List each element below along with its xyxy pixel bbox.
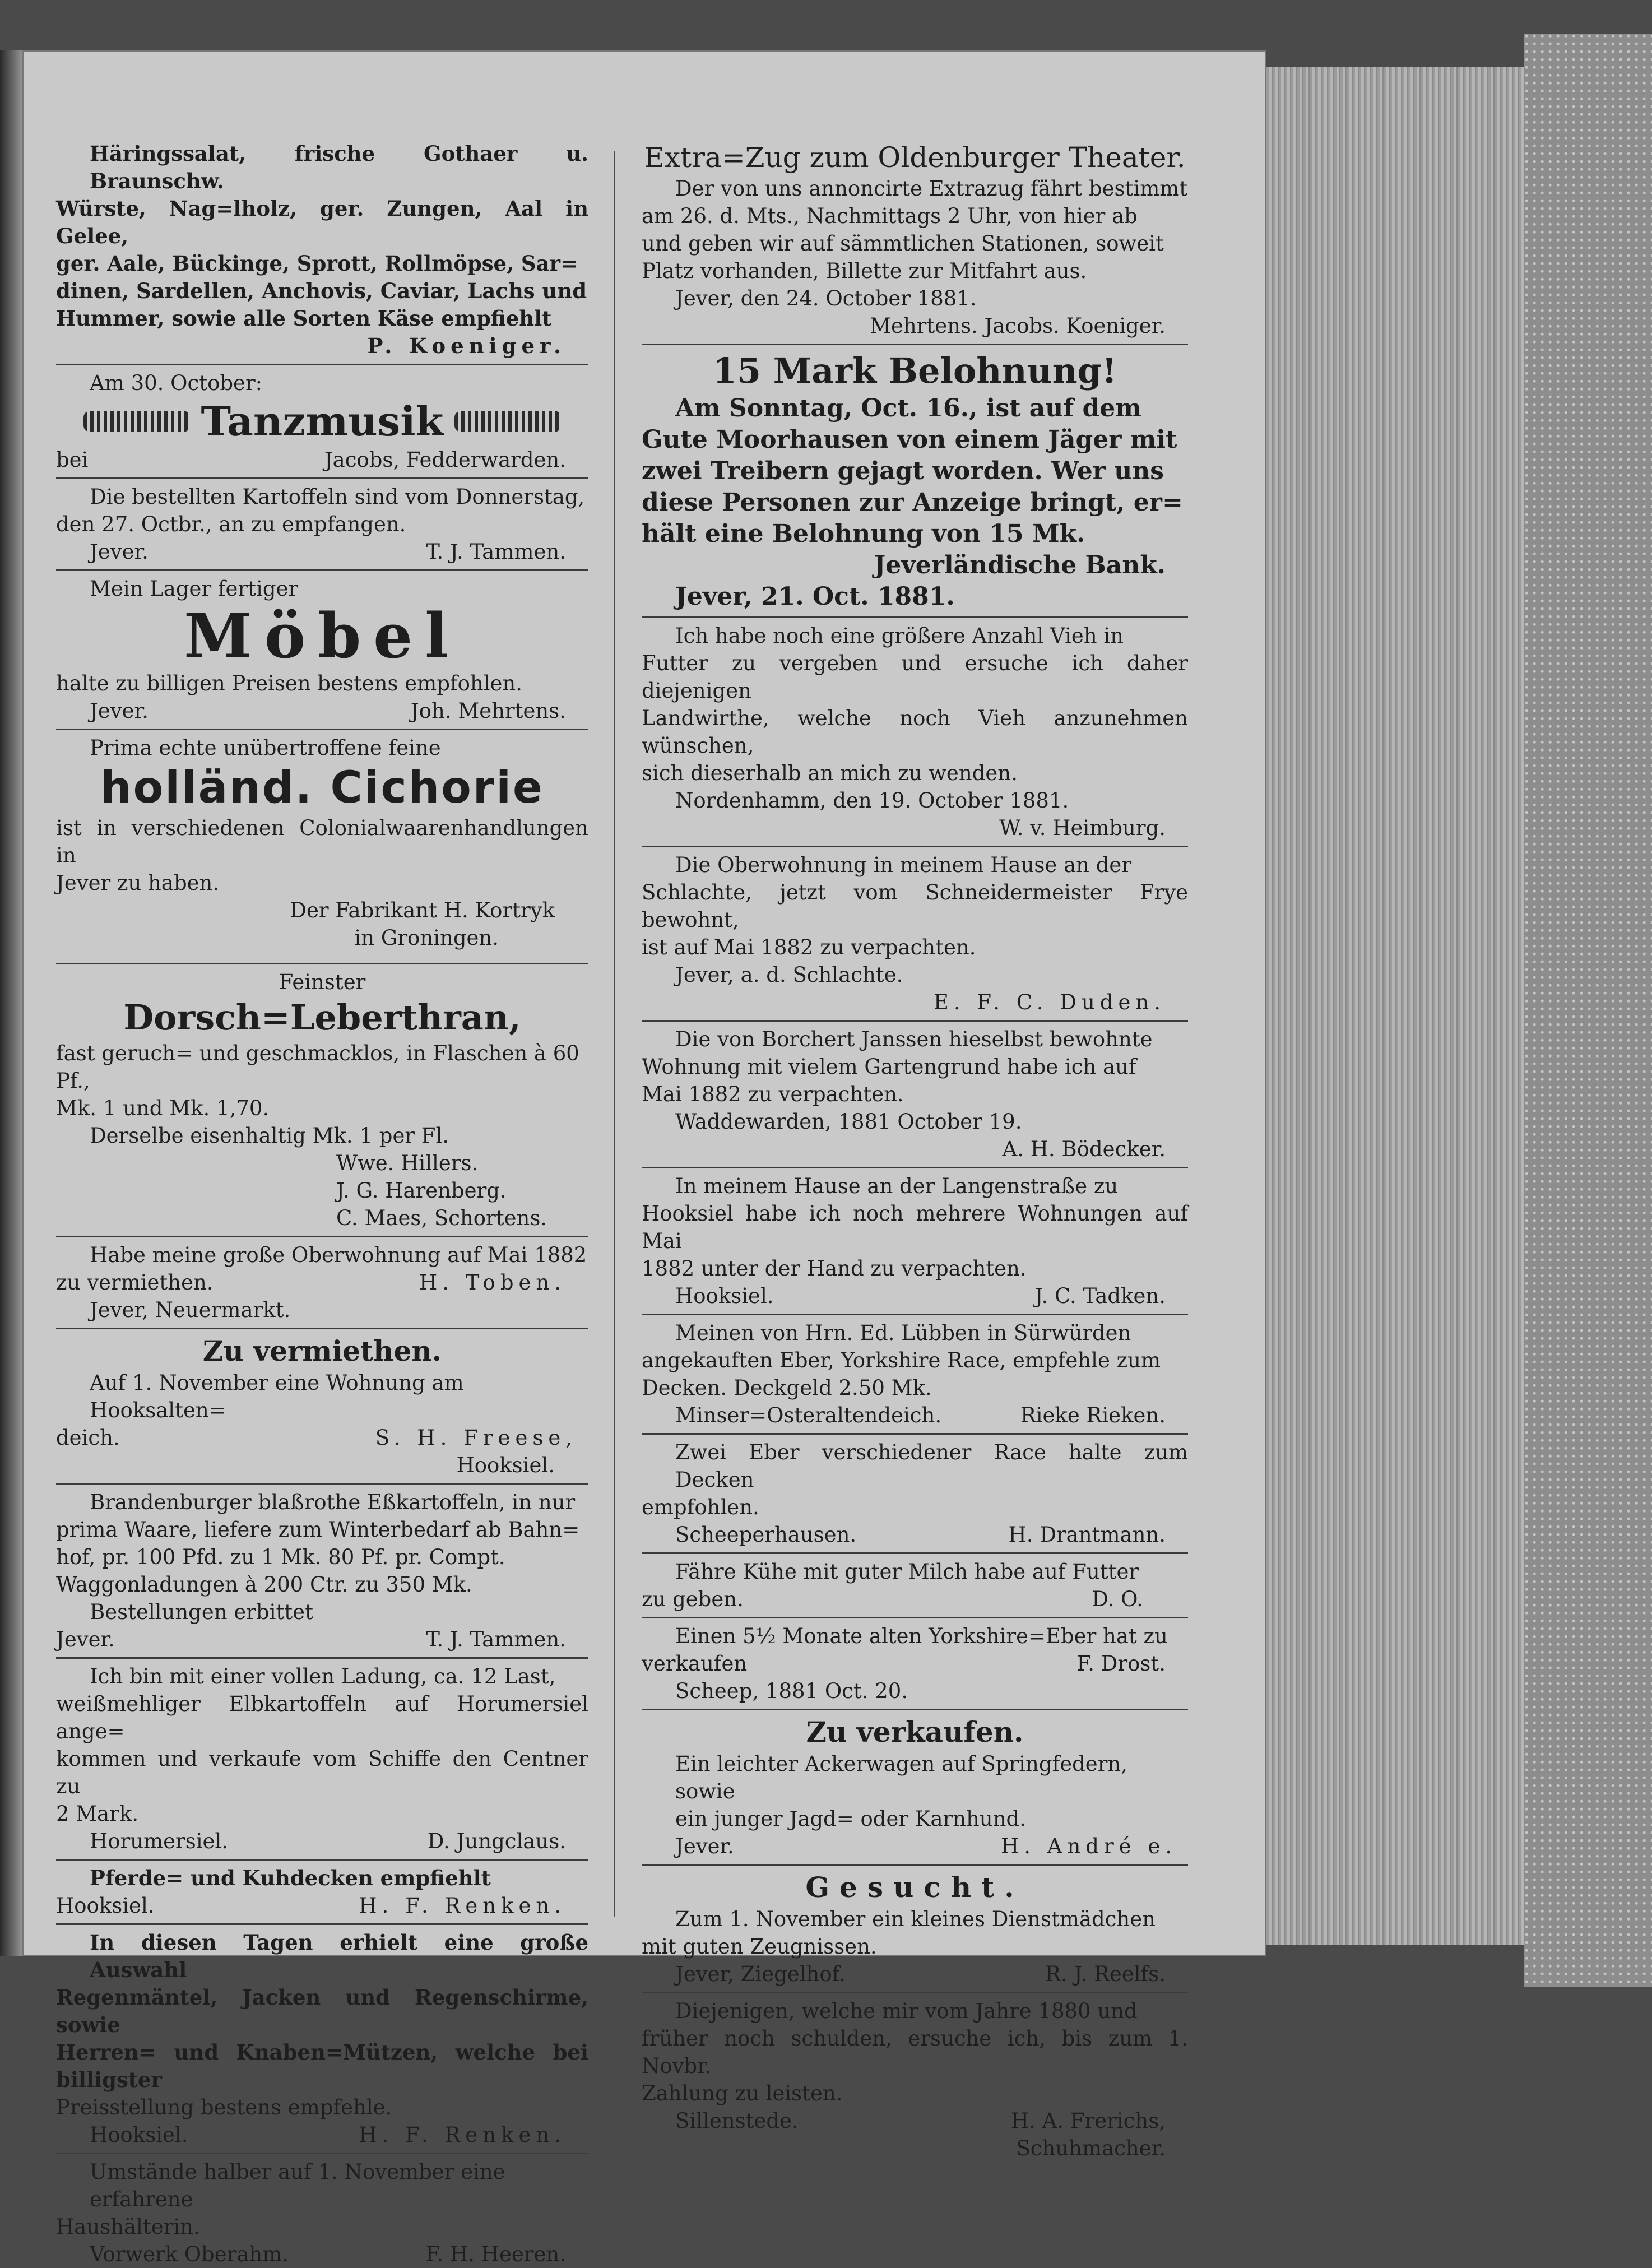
ad-text-line: zwei Treibern gejagt worden. Wer uns — [642, 457, 1164, 485]
ad-title: Zu verkaufen. — [806, 1715, 1024, 1748]
ad-text-line: am 26. d. Mts., Nachmittags 2 Uhr, von hier ab — [642, 204, 1138, 228]
ad-place: Sillenstede. — [675, 2109, 799, 2133]
ad-separator — [642, 616, 1188, 618]
ad-text-line: Mk. 1 und Mk. 1,70. — [56, 1096, 270, 1120]
ad-wohnung-boedecker — [642, 1026, 1188, 1163]
ad-signature: Jacobs, Fedderwarden. — [324, 448, 566, 472]
ad-place: Jever. — [90, 540, 149, 564]
ad-text-line: Habe meine große Oberwohnung auf Mai 1882 — [90, 1243, 587, 1267]
ad-separator — [56, 364, 588, 365]
ad-separator — [642, 1617, 1188, 1618]
ad-text-line: ist auf Mai 1882 zu verpachten. — [642, 935, 976, 959]
ad-place: Jever. — [56, 1627, 115, 1652]
ad-yorkshire-eber — [642, 1622, 1188, 1705]
ad-separator — [642, 1020, 1188, 1022]
left-column — [56, 140, 588, 2268]
ad-text-line: Zum 1. November ein kleines Dienstmädchen — [675, 1907, 1156, 1931]
ad-signature: H. Drantmann. — [1008, 1523, 1166, 1547]
ad-place: Minser=Osteraltendeich. — [675, 1403, 942, 1427]
ad-signature: J. G. Harenberg. — [336, 1179, 507, 1203]
ad-separator — [642, 1167, 1188, 1168]
ad-title: Dorsch=Leberthran, — [123, 997, 521, 1038]
ad-text-line: Hummer, sowie alle Sorten Käse empfiehlt — [56, 306, 552, 331]
ad-text-line: Ein leichter Ackerwagen auf Springfedern, sowie — [675, 1752, 1127, 1803]
ad-zu-verkaufen — [642, 1714, 1188, 1860]
ad-text: bei — [56, 448, 89, 472]
ad-text-line: Brandenburger blaßrothe Eßkartoffeln, in nur — [90, 1490, 576, 1514]
ad-text-line: kommen und verkaufe vom Schiffe den Centner zu — [56, 1747, 588, 1798]
ad-text-line: Wohnung mit vielem Gartengrund habe ich auf — [642, 1055, 1136, 1079]
ad-separator — [642, 1552, 1188, 1554]
ad-title: Gesucht. — [805, 1871, 1024, 1904]
ad-pre-line: Prima echte unübertroffene feine — [90, 736, 441, 760]
ad-pre-line: Feinster — [279, 970, 366, 994]
ad-text-line: Jever, Neuermarkt. — [90, 1298, 291, 1322]
ad-text-line: Platz vorhanden, Billette zur Mitfahrt aus. — [642, 259, 1087, 283]
ad-signature: P. Koeniger. — [367, 333, 566, 358]
ad-separator — [56, 1236, 588, 1237]
ad-pre-line: Mein Lager fertiger — [90, 577, 299, 601]
ad-signature: Mehrtens. Jacobs. Koeniger. — [870, 314, 1166, 338]
ad-text-line: Ich bin mit einer vollen Ladung, ca. 12 Last, — [90, 1664, 556, 1689]
ad-title: Zu vermiethen. — [202, 1334, 442, 1367]
ad-signature-title: Schuhmacher. — [1016, 2136, 1166, 2160]
ad-text-line: Der von uns annoncirte Extrazug fährt bestimmt — [675, 177, 1188, 201]
ad-text-line: den 27. Octbr., an zu empfangen. — [56, 512, 406, 536]
ad-oberwohnung-toben — [56, 1241, 588, 1324]
ad-signature: R. J. Reelfs. — [1045, 1962, 1166, 1986]
ad-text-line: hält eine Belohnung von 15 Mk. — [642, 520, 1085, 548]
ad-separator — [56, 2153, 588, 2154]
ad-text-line: und geben wir auf sämmtlichen Stationen, soweit — [642, 231, 1164, 256]
ad-separator — [56, 1657, 588, 1659]
ad-schulden — [642, 1997, 1188, 2162]
ornament-right-icon — [454, 411, 561, 432]
ad-pre-line: Am 30. October: — [90, 371, 263, 395]
ad-signature: H. Toben. — [419, 1270, 566, 1295]
ad-separator — [56, 1859, 588, 1861]
ad-eber-drantmann — [642, 1439, 1188, 1548]
ad-title: holländ. Cichorie — [100, 763, 544, 813]
ad-text-line: Bestellungen erbittet — [90, 1600, 313, 1624]
ad-text-line: Decken. Deckgeld 2.50 Mk. — [642, 1376, 932, 1400]
ad-signature: H. F. Renken. — [359, 2123, 566, 2147]
ad-signature: W. v. Heimburg. — [999, 816, 1166, 840]
ad-signature: H. A. Frerichs, — [1010, 2109, 1166, 2133]
ad-text-line: Mai 1882 zu verpachten. — [642, 1082, 904, 1106]
ad-separator — [642, 1314, 1188, 1315]
ad-text-line: Häringssalat, frische Gothaer u. Braunschw. — [90, 141, 588, 193]
ad-leberthran — [56, 968, 588, 1232]
ad-oberwohnung-duden — [642, 851, 1188, 1016]
ad-title: Möbel — [184, 600, 461, 672]
ad-text-line: Haushälterin. — [56, 2215, 200, 2239]
ad-moebel — [56, 575, 588, 725]
ad-signature: D. Jungclaus. — [427, 1829, 566, 1853]
ad-text-line: ein junger Jagd= oder Karnhund. — [675, 1807, 1026, 1831]
ad-text-line: Herren= und Knaben=Mützen, welche bei billigster — [56, 2040, 588, 2092]
ad-text-line: Auf 1. November eine Wohnung am Hooksalten= — [90, 1371, 464, 1422]
ad-separator — [56, 963, 588, 964]
ad-text-line: Jever zu haben. — [56, 871, 220, 895]
ad-gesucht — [642, 1870, 1188, 1988]
ad-place: Scheeperhausen. — [675, 1523, 857, 1547]
ad-text-line: Schlachte, jetzt vom Schneidermeister Frye bewohnt, — [642, 880, 1188, 932]
ad-cichorie — [56, 734, 588, 952]
ad-separator — [642, 344, 1188, 345]
ad-text-line: Waggonladungen à 200 Ctr. zu 350 Mk. — [56, 1573, 472, 1597]
ad-title: Extra=Zug zum Oldenburger Theater. — [644, 141, 1186, 174]
ad-eber-rieken — [642, 1319, 1188, 1429]
ad-signature: Rieke Rieken. — [1020, 1403, 1166, 1427]
ad-text-line: 1882 unter der Hand zu verpachten. — [642, 1256, 1027, 1281]
ad-date: Jever, 21. Oct. 1881. — [675, 582, 955, 611]
ad-text-line: Einen 5½ Monate alten Yorkshire=Eber hat zu — [675, 1624, 1168, 1648]
ad-extrazug — [642, 140, 1188, 340]
ad-separator — [56, 1328, 588, 1329]
ad-text-line: ist in verschiedenen Colonialwaarenhandlungen in — [56, 816, 588, 868]
ad-signature: C. Maes, Schortens. — [336, 1206, 547, 1230]
ad-place: deich. — [56, 1426, 120, 1450]
ad-place: Jever, Ziegelhof. — [675, 1962, 846, 1986]
ad-text-line: weißmehliger Elbkartoffeln auf Horumersiel ange= — [56, 1692, 588, 1743]
ad-place: Hooksiel. — [90, 2123, 188, 2147]
ad-separator — [642, 1709, 1188, 1710]
ad-text-line: mit guten Zeugnissen. — [642, 1935, 877, 1959]
column-divider — [614, 151, 615, 1917]
ad-text-line: Jever, den 24. October 1881. — [675, 286, 977, 310]
ad-text-line: Am Sonntag, Oct. 16., ist auf dem — [675, 394, 1141, 423]
ad-text-line: Die Oberwohnung in meinem Hause an der — [675, 853, 1131, 877]
ad-text-line: Diejenigen, welche mir vom Jahre 1880 und — [675, 1999, 1138, 2023]
ad-place: Hooksiel. — [56, 1894, 155, 1918]
ad-signature: F. Drost. — [1076, 1652, 1166, 1676]
ad-regenmaentel — [56, 1929, 588, 2149]
ad-separator — [56, 569, 588, 571]
ad-text-line: Jever, a. d. Schlachte. — [675, 963, 903, 987]
ad-text-line: fast geruch= und geschmacklos, in Flaschen à 60 Pf., — [56, 1041, 579, 1093]
ad-text-line: früher noch schulden, ersuche ich, bis zum 1. Novbr. — [642, 2026, 1188, 2078]
ad-signature-place: Hooksiel. — [456, 1453, 555, 1477]
ad-place: Jever. — [90, 699, 149, 723]
ad-signature: T. J. Tammen. — [426, 1627, 566, 1652]
ad-text-line: Landwirthe, welche noch Vieh anzunehmen wünschen, — [642, 706, 1188, 758]
ad-place: Horumersiel. — [90, 1829, 229, 1853]
ad-text-line: Umstände halber auf 1. November eine erfahrene — [90, 2160, 505, 2211]
ad-text-line: Zwei Eber verschiedener Race halte zum Decken — [675, 1440, 1188, 1492]
ad-place: zu vermiethen. — [56, 1270, 214, 1295]
ad-separator — [642, 1864, 1188, 1866]
ad-separator — [642, 1433, 1188, 1435]
ad-signature: F. H. Heeren. — [425, 2242, 566, 2266]
ad-text-line: Preisstellung bestens empfehle. — [56, 2095, 392, 2119]
ad-vieh-futter — [642, 622, 1188, 842]
ad-text-line: Pferde= und Kuhdecken empfiehlt — [90, 1866, 491, 1890]
ad-text-line: diese Personen zur Anzeige bringt, er= — [642, 488, 1183, 517]
ad-text-line: Scheep, 1881 Oct. 20. — [675, 1679, 908, 1703]
page-edges — [1266, 67, 1524, 1945]
ad-text-line: Gute Moorhausen von einem Jäger mit — [642, 425, 1177, 454]
ad-text-line: Die bestellten Kartoffeln sind vom Donnerstag, — [90, 485, 585, 509]
ad-separator — [56, 477, 588, 479]
ad-text-line: Die von Borchert Janssen hieselbst bewohnte — [675, 1027, 1153, 1051]
ad-text-line: Meinen von Hrn. Ed. Lübben in Sürwürden — [675, 1321, 1131, 1345]
ad-text-line: Hooksiel habe ich noch mehrere Wohnungen auf Mai — [642, 1202, 1188, 1253]
ad-title: 15 Mark Belohnung! — [712, 350, 1117, 391]
ad-signature: D. O. — [1092, 1587, 1143, 1611]
ad-signature: T. J. Tammen. — [426, 540, 566, 564]
ad-separator — [56, 1483, 588, 1485]
ad-text-line: prima Waare, liefere zum Winterbedarf ab Bahn= — [56, 1518, 580, 1542]
ad-text-line: Derselbe eisenhaltig Mk. 1 per Fl. — [90, 1124, 449, 1148]
ad-separator — [56, 1923, 588, 1925]
right-column — [642, 140, 1188, 2162]
tanzmusik-heading — [56, 397, 588, 446]
ad-pferdedecken — [56, 1865, 588, 1919]
ad-text-line: Würste, Nag=lholz, ger. Zungen, Aal in Gelee, — [56, 196, 588, 248]
ad-text-line: ger. Aale, Bückinge, Sprott, Rollmöpse, Sar= — [56, 251, 578, 276]
ad-text-line: Ich habe noch eine größere Anzahl Vieh in — [675, 624, 1124, 648]
ad-signature: Joh. Mehrtens. — [410, 699, 566, 723]
book-cover-cloth — [1524, 34, 1652, 1987]
ad-elbkartoffeln — [56, 1663, 588, 1855]
ad-kartoffeln — [56, 483, 588, 565]
ad-place: zu geben. — [642, 1587, 744, 1611]
ad-signature: Der Fabrikant H. Kortryk — [290, 898, 555, 922]
ad-text-line: hof, pr. 100 Pfd. zu 1 Mk. 80 Pf. pr. Compt. — [56, 1545, 505, 1569]
ad-text-line: angekauften Eber, Yorkshire Race, empfehle zum — [642, 1348, 1161, 1372]
ad-signature-place: in Groningen. — [354, 926, 499, 950]
ad-signature: A. H. Bödecker. — [1002, 1137, 1166, 1161]
ad-separator — [642, 846, 1188, 847]
ad-esskartoffeln — [56, 1488, 588, 1653]
ad-text-line: empfohlen. — [642, 1495, 759, 1519]
ad-haushaelterin — [56, 2158, 588, 2268]
ad-separator — [642, 1992, 1188, 1993]
ad-text-line: Futter zu vergeben und ersuche ich daher diejenigen — [642, 651, 1188, 703]
ad-signature: H. André e. — [1000, 1834, 1177, 1858]
ad-tanzmusik — [56, 369, 588, 474]
ad-kuehe — [642, 1558, 1188, 1613]
ad-text-line: sich dieserhalb an mich zu wenden. — [642, 761, 1018, 785]
ad-text-line: 2 Mark. — [56, 1802, 139, 1826]
ornament-left-icon — [83, 411, 190, 432]
ad-signature: Wwe. Hillers. — [336, 1151, 479, 1175]
ad-langenstrasse — [642, 1172, 1188, 1310]
ad-signature: J. C. Tadken. — [1034, 1284, 1166, 1308]
ad-text-line: Regenmäntel, Jacken und Regenschirme, sowie — [56, 1985, 588, 2037]
ad-text-line: In meinem Hause an der Langenstraße zu — [675, 1174, 1119, 1198]
ad-zu-vermiethen — [56, 1333, 588, 1479]
ad-place: Vorwerk Oberahm. — [90, 2242, 289, 2266]
ad-separator — [56, 729, 588, 730]
ad-place: Hooksiel. — [675, 1284, 774, 1308]
ad-signature: E. F. C. Duden. — [933, 990, 1166, 1014]
ad-signature: S. H. Freese, — [375, 1426, 577, 1450]
ad-belohnung — [642, 349, 1188, 613]
ad-signature: H. F. Renken. — [359, 1894, 566, 1918]
ad-text-line: Fähre Kühe mit guter Milch habe auf Futter — [675, 1560, 1139, 1584]
ad-text-line: Waddewarden, 1881 October 19. — [675, 1110, 1022, 1134]
ad-text-line: Nordenhamm, den 19. October 1881. — [675, 789, 1069, 813]
ad-text-line: In diesen Tagen erhielt eine große Auswahl — [90, 1930, 588, 1982]
ad-place: Jever. — [675, 1834, 734, 1858]
ad-place: verkaufen — [642, 1652, 748, 1676]
ad-haeringssalat — [56, 140, 588, 360]
ad-signature: Jeverländische Bank. — [874, 551, 1166, 579]
ad-text-line: Zahlung zu leisten. — [642, 2081, 843, 2105]
ad-title: Tanzmusik — [201, 397, 444, 445]
ad-text-line: dinen, Sardellen, Anchovis, Caviar, Lachs und — [56, 279, 587, 303]
ad-text-line: halte zu billigen Preisen bestens empfohlen. — [56, 671, 523, 695]
